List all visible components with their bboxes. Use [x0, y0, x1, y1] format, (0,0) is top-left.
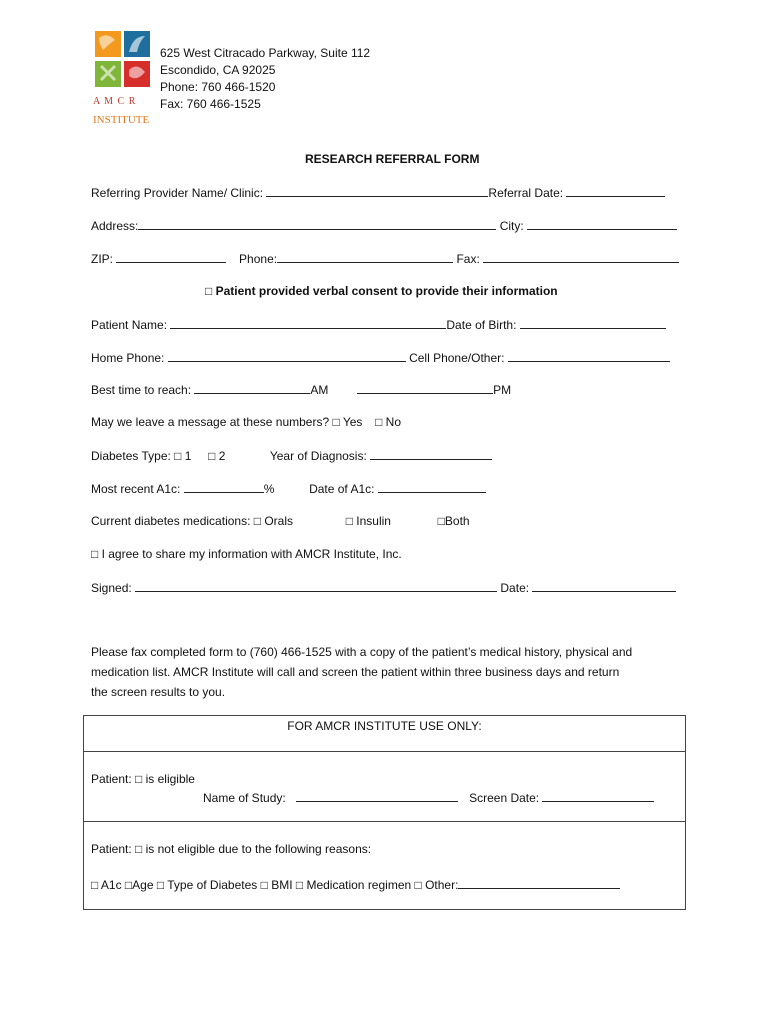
- pm-label: PM: [493, 383, 512, 397]
- address-label: Address:: [91, 219, 139, 233]
- fax-line: Fax: 760 466-1525: [160, 97, 261, 111]
- not-eligible-cell: [83, 821, 686, 910]
- reasons-row: [91, 877, 620, 892]
- leave-message-row: [91, 415, 401, 429]
- fax-label: Fax:: [456, 252, 480, 266]
- year-diagnosis-field[interactable]: [370, 448, 492, 460]
- instructions-line-3: the screen results to you.: [91, 685, 226, 699]
- eligible-cell: [83, 751, 686, 822]
- address-field[interactable]: [138, 218, 496, 230]
- home-phone-row: [91, 350, 670, 365]
- best-time-pm-field[interactable]: [357, 382, 493, 394]
- diabetes-type-2-checkbox[interactable]: □ 2: [208, 449, 226, 463]
- a1c-field[interactable]: [184, 481, 264, 493]
- phone-line: Phone: 760 466-1520: [160, 80, 276, 94]
- leave-message-yes-checkbox[interactable]: May we leave a message at these numbers? □ Yes: [91, 415, 363, 429]
- referral-date-label: Referral Date:: [488, 186, 564, 200]
- a1c-label: Most recent A1c:: [91, 482, 181, 496]
- referring-provider-field[interactable]: [266, 185, 488, 197]
- patient-name-label: Patient Name:: [91, 318, 168, 332]
- diabetes-type-row: [91, 448, 492, 463]
- referring-provider-row: [91, 185, 665, 200]
- address-line-1: 625 West Citracado Parkway, Suite 112: [160, 46, 371, 60]
- diabetes-type-1-checkbox[interactable]: Diabetes Type: □ 1: [91, 449, 192, 463]
- logo-tiles-icon: [93, 30, 153, 90]
- home-phone-field[interactable]: [168, 350, 406, 362]
- address-line-2: Escondido, CA 92025: [160, 63, 276, 77]
- form-title: RESEARCH REFERRAL FORM: [305, 152, 480, 166]
- signed-date-field[interactable]: [532, 580, 676, 592]
- office-use-header-cell: [83, 715, 686, 752]
- dob-field[interactable]: [520, 317, 666, 329]
- logo-text-institute: INSTITUTE: [93, 114, 150, 126]
- phone-field[interactable]: [277, 251, 453, 263]
- leave-message-no-checkbox[interactable]: □ No: [375, 415, 402, 429]
- eligible-checkbox[interactable]: Patient: □ is eligible: [91, 772, 195, 786]
- city-field[interactable]: [527, 218, 677, 230]
- best-time-am-field[interactable]: [194, 382, 310, 394]
- date-a1c-field[interactable]: [378, 481, 486, 493]
- screen-date-field[interactable]: [542, 790, 654, 802]
- a1c-row: [91, 481, 486, 496]
- medications-both-checkbox[interactable]: □Both: [437, 514, 470, 528]
- year-diagnosis-label: Year of Diagnosis:: [269, 449, 367, 463]
- signature-field[interactable]: [135, 580, 497, 592]
- logo-text-amcr: A M C R: [93, 96, 137, 107]
- zip-label: ZIP:: [91, 252, 114, 266]
- referring-provider-label: Referring Provider Name/ Clinic:: [91, 186, 264, 200]
- instructions-line-1: Please fax completed form to (760) 466-1525 with a copy of the patient’s medical history, physical and: [91, 645, 633, 659]
- patient-name-row: [91, 317, 666, 332]
- date-a1c-label: Date of A1c:: [309, 482, 375, 496]
- medications-insulin-checkbox[interactable]: □ Insulin: [345, 514, 391, 528]
- am-label: AM: [310, 383, 329, 397]
- percent-label: %: [263, 482, 275, 496]
- best-time-label: Best time to reach:: [91, 383, 192, 397]
- home-phone-label: Home Phone:: [91, 351, 165, 365]
- signed-label: Signed:: [91, 581, 132, 595]
- patient-name-field[interactable]: [170, 317, 446, 329]
- zip-field[interactable]: [116, 251, 226, 263]
- other-reason-field[interactable]: [458, 877, 620, 889]
- verbal-consent-checkbox[interactable]: □ Patient provided verbal consent to provide their information: [205, 284, 558, 298]
- cell-phone-label: Cell Phone/Other:: [409, 351, 505, 365]
- not-eligible-checkbox[interactable]: Patient: □ is not eligible due to the following reasons:: [91, 842, 372, 856]
- phone-label: Phone:: [239, 252, 278, 266]
- office-use-heading: FOR AMCR INSTITUTE USE ONLY:: [287, 719, 482, 733]
- study-row: [203, 790, 654, 805]
- reasons-checkboxes[interactable]: □ A1c □Age □ Type of Diabetes □ BMI □ Medication regimen □ Other:: [91, 878, 459, 892]
- cell-phone-field[interactable]: [508, 350, 670, 362]
- signed-date-label: Date:: [500, 581, 530, 595]
- signed-row: [91, 580, 676, 595]
- city-label: City:: [499, 219, 524, 233]
- share-information-checkbox[interactable]: □ I agree to share my information with AMCR Institute, Inc.: [91, 547, 402, 561]
- screen-date-label: Screen Date:: [469, 791, 540, 805]
- study-label: Name of Study:: [203, 791, 286, 805]
- amcr-logo: [93, 30, 153, 126]
- study-field[interactable]: [296, 790, 458, 802]
- zip-phone-fax-row: [91, 251, 679, 266]
- referral-date-field[interactable]: [566, 185, 665, 197]
- medications-row: [91, 514, 470, 528]
- address-row: [91, 218, 677, 233]
- dob-label: Date of Birth:: [446, 318, 517, 332]
- fax-field[interactable]: [483, 251, 679, 263]
- instructions-line-2: medication list. AMCR Institute will call and screen the patient within three business days and return: [91, 665, 620, 679]
- best-time-row: [91, 382, 511, 397]
- medications-orals-checkbox[interactable]: Current diabetes medications: □ Orals: [91, 514, 294, 528]
